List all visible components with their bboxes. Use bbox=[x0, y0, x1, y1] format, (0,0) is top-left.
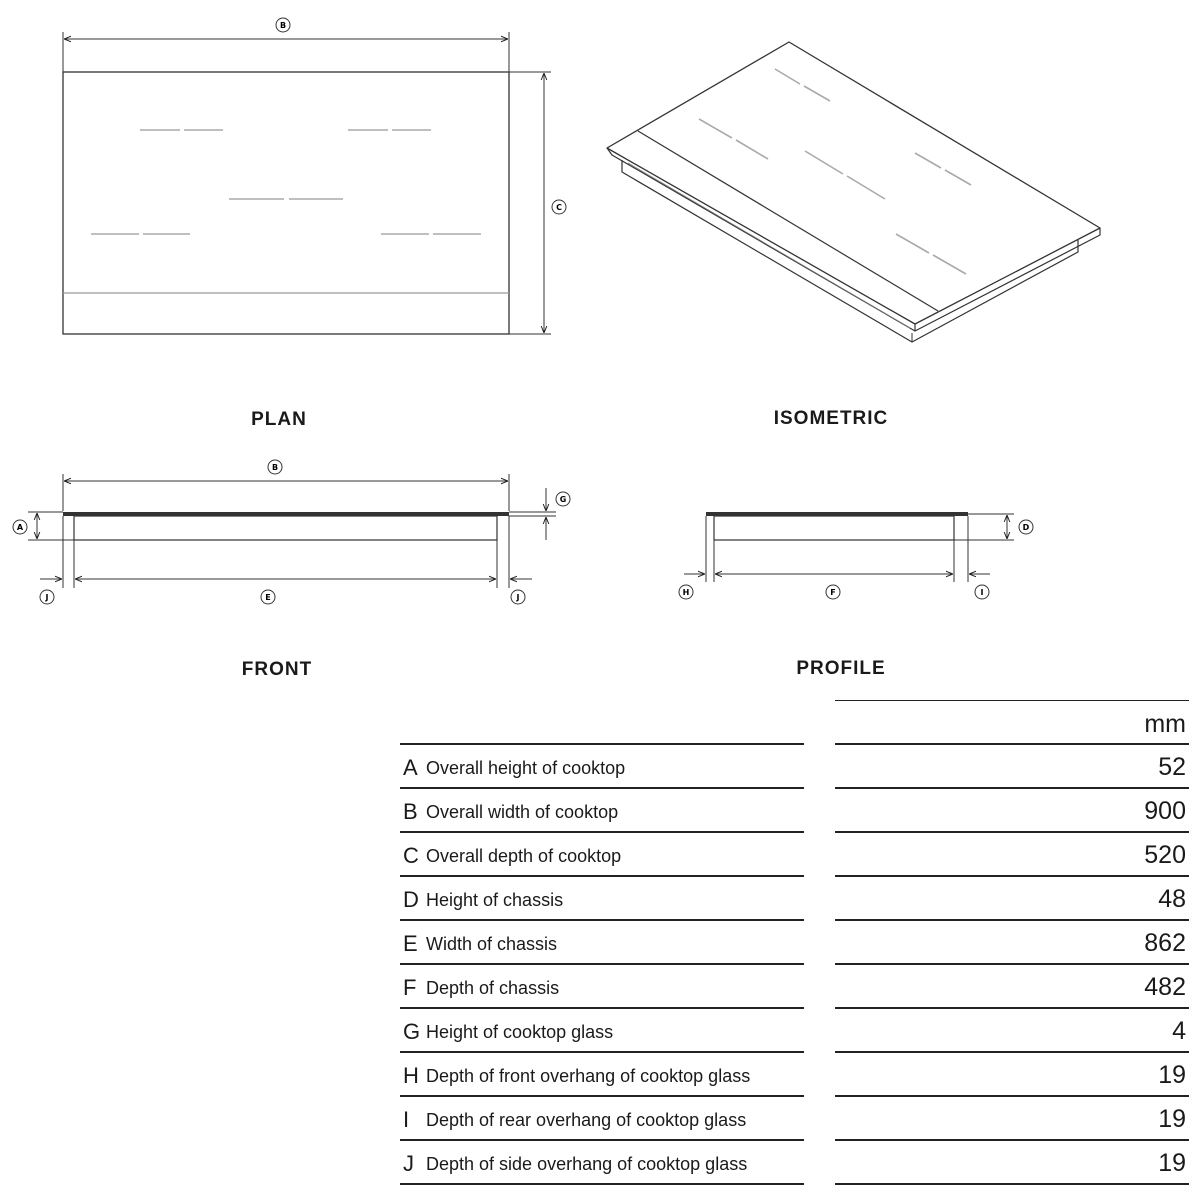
row-value: 48 bbox=[1158, 885, 1186, 913]
row-description: Depth of front overhang of cooktop glass bbox=[426, 1066, 751, 1086]
plan-zone-marks bbox=[91, 130, 481, 234]
row-value: 19 bbox=[1158, 1105, 1186, 1133]
row-value: 900 bbox=[1144, 797, 1186, 825]
row-label bbox=[400, 745, 804, 789]
plan-outline bbox=[63, 72, 509, 334]
callout-front-side-right bbox=[511, 590, 525, 604]
row-value: 19 bbox=[1158, 1149, 1186, 1177]
svg-text:C: C bbox=[556, 203, 562, 212]
row-description: Overall width of cooktop bbox=[426, 802, 619, 822]
row-description: Height of chassis bbox=[426, 890, 564, 910]
row-value-cell bbox=[835, 965, 1189, 1009]
row-letter: I bbox=[403, 1107, 410, 1132]
unit-label: mm bbox=[1144, 710, 1186, 738]
row-label bbox=[400, 965, 804, 1009]
row-description: Width of chassis bbox=[426, 934, 558, 954]
svg-text:E: E bbox=[265, 593, 271, 602]
callout-profile-height bbox=[1019, 520, 1033, 534]
svg-text:G: G bbox=[559, 495, 567, 504]
row-letter: F bbox=[403, 975, 417, 1000]
row-label bbox=[400, 789, 804, 833]
plan-title: PLAN bbox=[251, 409, 307, 430]
isometric-title: ISOMETRIC bbox=[773, 408, 889, 429]
row-value-cell bbox=[835, 1097, 1189, 1141]
row-value-cell bbox=[835, 745, 1189, 789]
row-description: Overall depth of cooktop bbox=[426, 846, 622, 866]
row-description: Height of cooktop glass bbox=[426, 1022, 614, 1042]
front-title: FRONT bbox=[241, 659, 313, 680]
row-value-cell bbox=[835, 877, 1189, 921]
front-chassis bbox=[74, 516, 497, 540]
row-description: Depth of side overhang of cooktop glass bbox=[426, 1154, 748, 1174]
row-label bbox=[400, 921, 804, 965]
row-value: 482 bbox=[1144, 973, 1186, 1001]
svg-text:J: J bbox=[45, 593, 49, 602]
row-value-cell bbox=[835, 789, 1189, 833]
svg-text:I: I bbox=[980, 588, 984, 597]
plan-view bbox=[63, 32, 551, 334]
svg-text:A: A bbox=[16, 523, 24, 532]
row-letter: J bbox=[403, 1151, 414, 1176]
row-label bbox=[400, 877, 804, 921]
svg-text:B: B bbox=[279, 21, 287, 30]
row-value: 19 bbox=[1158, 1061, 1186, 1089]
row-letter: H bbox=[403, 1063, 419, 1088]
row-label bbox=[400, 833, 804, 877]
callout-profile-chassis bbox=[826, 585, 840, 599]
row-letter: B bbox=[403, 799, 418, 824]
row-value-cell bbox=[835, 1141, 1189, 1185]
row-letter: D bbox=[403, 887, 419, 912]
svg-text:H: H bbox=[682, 588, 690, 597]
row-letter: C bbox=[403, 843, 419, 868]
callout-profile-front bbox=[679, 585, 693, 599]
callout-front-glass bbox=[556, 492, 570, 506]
callout-profile-rear bbox=[975, 585, 989, 599]
callout-front-side-left bbox=[40, 590, 54, 604]
row-value: 4 bbox=[1172, 1017, 1186, 1045]
row-value: 52 bbox=[1158, 753, 1186, 781]
row-value-cell bbox=[835, 1053, 1189, 1097]
row-value-cell bbox=[835, 921, 1189, 965]
row-label bbox=[400, 1009, 804, 1053]
isometric-view bbox=[607, 42, 1100, 342]
row-description: Depth of chassis bbox=[426, 978, 560, 998]
row-value: 520 bbox=[1144, 841, 1186, 869]
row-letter: A bbox=[403, 755, 418, 780]
profile-view bbox=[684, 512, 1014, 582]
svg-text:B: B bbox=[271, 463, 279, 472]
callout-front-width bbox=[268, 460, 282, 474]
callout-front-chassis bbox=[261, 590, 275, 604]
callout-plan-depth bbox=[552, 200, 566, 214]
callout-plan-width bbox=[276, 18, 290, 32]
row-label bbox=[400, 1141, 804, 1185]
row-letter: G bbox=[403, 1019, 421, 1044]
row-label bbox=[400, 1053, 804, 1097]
front-view bbox=[28, 474, 556, 588]
iso-glass-top bbox=[607, 42, 1100, 324]
row-letter: E bbox=[403, 931, 418, 956]
row-value: 862 bbox=[1144, 929, 1186, 957]
svg-text:J: J bbox=[516, 593, 520, 602]
row-value-cell bbox=[835, 833, 1189, 877]
row-description: Depth of rear overhang of cooktop glass bbox=[426, 1110, 747, 1130]
row-description: Overall height of cooktop bbox=[426, 758, 626, 778]
svg-text:F: F bbox=[830, 588, 836, 597]
svg-text:D: D bbox=[1022, 523, 1030, 532]
profile-title: PROFILE bbox=[796, 658, 886, 679]
callout-front-height bbox=[13, 520, 27, 534]
unit-header bbox=[835, 700, 1189, 745]
profile-chassis bbox=[714, 516, 954, 540]
row-label bbox=[400, 1097, 804, 1141]
row-value-cell bbox=[835, 1009, 1189, 1053]
